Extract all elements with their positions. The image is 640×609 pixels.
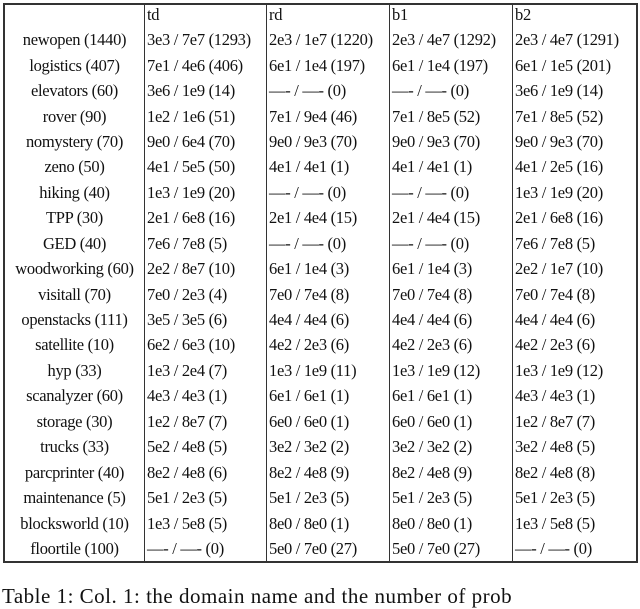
value-cell: 3e2 / 3e2 (2) bbox=[267, 434, 390, 459]
value-cell: 7e6 / 7e8 (5) bbox=[513, 231, 638, 256]
value-cell: 1e3 / 1e9 (20) bbox=[145, 180, 267, 205]
value-cell: 4e1 / 2e5 (16) bbox=[513, 154, 638, 179]
domain-cell: hiking (40) bbox=[39, 182, 110, 202]
value-cell: 1e3 / 1e9 (20) bbox=[513, 180, 638, 205]
value-cell: 5e1 / 2e3 (5) bbox=[145, 485, 267, 510]
value-cell: 4e4 / 4e4 (6) bbox=[267, 307, 390, 332]
value-cell: 4e3 / 4e3 (1) bbox=[513, 383, 638, 408]
domain-cell: nomystery (70) bbox=[25, 131, 124, 151]
domain-cell: zeno (50) bbox=[44, 157, 105, 177]
value-cell: 9e0 / 9e3 (70) bbox=[390, 129, 513, 154]
value-cell: 7e6 / 7e8 (5) bbox=[145, 231, 267, 256]
table-row bbox=[4, 409, 637, 434]
value-cell: 1e3 / 2e4 (7) bbox=[145, 358, 267, 383]
value-cell: 7e1 / 4e6 (406) bbox=[145, 52, 267, 77]
value-cell: 3e5 / 3e5 (6) bbox=[145, 307, 267, 332]
value-cell: 5e2 / 4e8 (5) bbox=[145, 434, 267, 459]
value-cell: 3e2 / 4e8 (5) bbox=[513, 434, 638, 459]
value-cell: 1e2 / 8e7 (7) bbox=[145, 409, 267, 434]
value-cell: 5e0 / 7e0 (27) bbox=[390, 536, 513, 562]
value-cell: 2e3 / 4e7 (1292) bbox=[390, 27, 513, 52]
header-b2: b2 bbox=[513, 4, 638, 27]
value-cell: 2e1 / 4e4 (15) bbox=[390, 205, 513, 230]
table-row bbox=[4, 52, 637, 77]
value-cell: 1e3 / 5e8 (5) bbox=[513, 510, 638, 535]
value-cell: 8e2 / 4e8 (6) bbox=[145, 459, 267, 484]
header-b1: b1 bbox=[390, 4, 513, 27]
value-cell: 6e0 / 6e0 (1) bbox=[390, 409, 513, 434]
value-cell: 7e0 / 7e4 (8) bbox=[513, 281, 638, 306]
value-cell: 4e1 / 5e5 (50) bbox=[145, 154, 267, 179]
table-row bbox=[4, 459, 637, 484]
value-cell: 4e1 / 4e1 (1) bbox=[267, 154, 390, 179]
domain-cell: scanalyzer (60) bbox=[26, 386, 123, 406]
value-cell: 6e1 / 1e5 (201) bbox=[513, 52, 638, 77]
value-cell: 4e2 / 2e3 (6) bbox=[513, 332, 638, 357]
table-row bbox=[4, 485, 637, 510]
domain-cell: parcprinter (40) bbox=[24, 462, 125, 482]
value-cell: 9e0 / 6e4 (70) bbox=[145, 129, 267, 154]
domain-cell: elevators (60) bbox=[31, 81, 118, 101]
value-cell: —- / —- (0) bbox=[390, 180, 513, 205]
domain-cell: hyp (33) bbox=[47, 360, 102, 380]
header-row bbox=[4, 4, 637, 27]
value-cell: 2e1 / 6e8 (16) bbox=[145, 205, 267, 230]
value-cell: 4e3 / 4e3 (1) bbox=[145, 383, 267, 408]
value-cell: 4e4 / 4e4 (6) bbox=[390, 307, 513, 332]
value-cell: 8e0 / 8e0 (1) bbox=[390, 510, 513, 535]
table-row bbox=[4, 536, 637, 562]
table-row bbox=[4, 307, 637, 332]
value-cell: 1e3 / 1e9 (12) bbox=[513, 358, 638, 383]
value-cell: 6e2 / 6e3 (10) bbox=[145, 332, 267, 357]
value-cell: —- / —- (0) bbox=[390, 78, 513, 103]
value-cell: 8e2 / 4e8 (9) bbox=[267, 459, 390, 484]
value-cell: 1e3 / 5e8 (5) bbox=[145, 510, 267, 535]
table-row bbox=[4, 27, 637, 52]
table-row bbox=[4, 231, 637, 256]
value-cell: 6e1 / 1e4 (197) bbox=[390, 52, 513, 77]
value-cell: 6e1 / 1e4 (197) bbox=[267, 52, 390, 77]
value-cell: 5e1 / 2e3 (5) bbox=[267, 485, 390, 510]
header-td: td bbox=[145, 4, 267, 27]
value-cell: 7e0 / 7e4 (8) bbox=[390, 281, 513, 306]
value-cell: 3e3 / 7e7 (1293) bbox=[145, 27, 267, 52]
table-row bbox=[4, 332, 637, 357]
value-cell: 3e2 / 3e2 (2) bbox=[390, 434, 513, 459]
domain-cell: woodworking (60) bbox=[15, 259, 134, 279]
value-cell: —- / —- (0) bbox=[390, 231, 513, 256]
value-cell: 1e2 / 1e6 (51) bbox=[145, 103, 267, 128]
value-cell: 1e2 / 8e7 (7) bbox=[513, 409, 638, 434]
value-cell: 2e1 / 6e8 (16) bbox=[513, 205, 638, 230]
table-row bbox=[4, 180, 637, 205]
table-row bbox=[4, 434, 637, 459]
value-cell: 2e3 / 1e7 (1220) bbox=[267, 27, 390, 52]
value-cell: 8e0 / 8e0 (1) bbox=[267, 510, 390, 535]
value-cell: 9e0 / 9e3 (70) bbox=[267, 129, 390, 154]
value-cell: 2e2 / 8e7 (10) bbox=[145, 256, 267, 281]
table-row bbox=[4, 78, 637, 103]
domain-cell: floortile (100) bbox=[30, 538, 119, 558]
table-row bbox=[4, 205, 637, 230]
value-cell: —- / —- (0) bbox=[267, 180, 390, 205]
table-row bbox=[4, 154, 637, 179]
value-cell: —- / —- (0) bbox=[513, 536, 638, 562]
table-row bbox=[4, 383, 637, 408]
value-cell: 3e6 / 1e9 (14) bbox=[513, 78, 638, 103]
table-row bbox=[4, 129, 637, 154]
table-row bbox=[4, 358, 637, 383]
table-row bbox=[4, 510, 637, 535]
domain-cell: visitall (70) bbox=[38, 284, 111, 304]
value-cell: 5e1 / 2e3 (5) bbox=[513, 485, 638, 510]
value-cell: 1e3 / 1e9 (11) bbox=[267, 358, 390, 383]
value-cell: 6e1 / 1e4 (3) bbox=[390, 256, 513, 281]
domain-cell: maintenance (5) bbox=[23, 488, 126, 508]
value-cell: 6e1 / 1e4 (3) bbox=[267, 256, 390, 281]
domain-cell: GED (40) bbox=[42, 233, 107, 253]
value-cell: 7e0 / 7e4 (8) bbox=[267, 281, 390, 306]
value-cell: 6e1 / 6e1 (1) bbox=[267, 383, 390, 408]
value-cell: 4e4 / 4e4 (6) bbox=[513, 307, 638, 332]
value-cell: 5e1 / 2e3 (5) bbox=[390, 485, 513, 510]
domain-cell: logistics (407) bbox=[29, 55, 120, 75]
domain-cell: blocksworld (10) bbox=[20, 513, 129, 533]
value-cell: 7e1 / 9e4 (46) bbox=[267, 103, 390, 128]
value-cell: 6e0 / 6e0 (1) bbox=[267, 409, 390, 434]
value-cell: 6e1 / 6e1 (1) bbox=[390, 383, 513, 408]
value-cell: 4e2 / 2e3 (6) bbox=[267, 332, 390, 357]
value-cell: 1e3 / 1e9 (12) bbox=[390, 358, 513, 383]
value-cell: 7e0 / 2e3 (4) bbox=[145, 281, 267, 306]
header-rd: rd bbox=[267, 4, 390, 27]
value-cell: 4e1 / 4e1 (1) bbox=[390, 154, 513, 179]
domain-cell: storage (30) bbox=[36, 411, 113, 431]
header-domain bbox=[4, 4, 145, 27]
value-cell: —- / —- (0) bbox=[145, 536, 267, 562]
domain-cell: openstacks (111) bbox=[21, 310, 128, 330]
value-cell: 4e2 / 2e3 (6) bbox=[390, 332, 513, 357]
value-cell: 2e1 / 4e4 (15) bbox=[267, 205, 390, 230]
value-cell: —- / —- (0) bbox=[267, 231, 390, 256]
table-caption: Table 1: Col. 1: the domain name and the number of prob bbox=[2, 584, 513, 608]
domain-cell: rover (90) bbox=[42, 106, 107, 126]
value-cell: 2e3 / 4e7 (1291) bbox=[513, 27, 638, 52]
value-cell: 7e1 / 8e5 (52) bbox=[390, 103, 513, 128]
domain-cell: newopen (1440) bbox=[22, 30, 127, 50]
table-row bbox=[4, 281, 637, 306]
domain-cell: trucks (33) bbox=[40, 437, 109, 457]
value-cell: 5e0 / 7e0 (27) bbox=[267, 536, 390, 562]
value-cell: 8e2 / 4e8 (9) bbox=[390, 459, 513, 484]
value-cell: 9e0 / 9e3 (70) bbox=[513, 129, 638, 154]
domain-cell: satellite (10) bbox=[35, 335, 114, 355]
results-table bbox=[3, 3, 638, 563]
table-row bbox=[4, 256, 637, 281]
domain-cell: TPP (30) bbox=[45, 208, 104, 228]
value-cell: 8e2 / 4e8 (8) bbox=[513, 459, 638, 484]
value-cell: 2e2 / 1e7 (10) bbox=[513, 256, 638, 281]
table-row bbox=[4, 103, 637, 128]
value-cell: —- / —- (0) bbox=[267, 78, 390, 103]
value-cell: 3e6 / 1e9 (14) bbox=[145, 78, 267, 103]
value-cell: 7e1 / 8e5 (52) bbox=[513, 103, 638, 128]
